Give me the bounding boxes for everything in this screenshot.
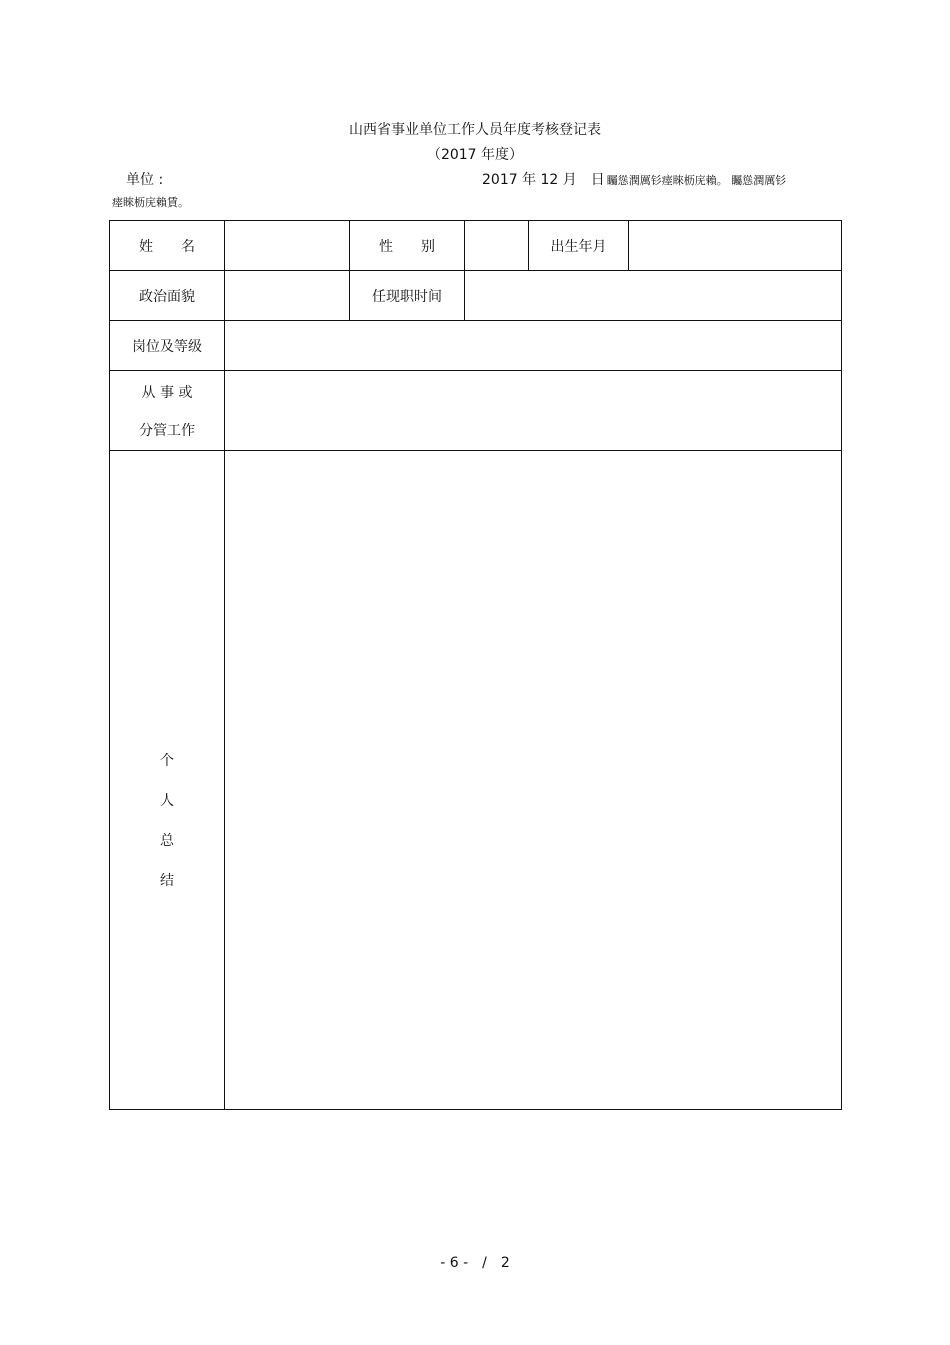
summary-char: 结 xyxy=(160,873,174,889)
post-level-field[interactable] xyxy=(225,321,842,371)
table-row xyxy=(110,451,842,1110)
summary-char: 人 xyxy=(160,793,174,809)
summary-char: 个 xyxy=(160,753,174,769)
position-time-label: 任现职时间 xyxy=(350,271,465,321)
gender-label: 性 别 xyxy=(350,221,465,271)
document-title: 山西省事业单位工作人员年度考核登记表 xyxy=(349,122,601,138)
date-text: 2017 年 12 月 日 xyxy=(482,172,605,188)
garbled-text-2: 瘗睞枥庑賴賃。 xyxy=(112,196,189,209)
document-year: （2017 年度） xyxy=(426,147,524,163)
summary-field[interactable] xyxy=(225,451,842,1110)
table-row xyxy=(110,371,842,451)
date-line xyxy=(482,169,786,189)
work-field[interactable] xyxy=(225,371,842,451)
name-label: 姓 名 xyxy=(110,221,225,271)
political-status-label: 政治面貌 xyxy=(110,271,225,321)
work-label xyxy=(110,371,225,451)
page-number: - 6 - / 2 xyxy=(440,1255,510,1271)
gender-field[interactable] xyxy=(465,221,529,271)
summary-char: 总 xyxy=(160,833,174,849)
political-status-field[interactable] xyxy=(225,271,350,321)
unit-label: 单位 : xyxy=(126,172,164,188)
registration-form-table xyxy=(109,220,842,1110)
summary-label-chars xyxy=(110,741,224,901)
table-row xyxy=(110,221,842,271)
table-row xyxy=(110,321,842,371)
table-row xyxy=(110,271,842,321)
birth-date-field[interactable] xyxy=(629,221,842,271)
position-time-field[interactable] xyxy=(465,271,842,321)
birth-date-label: 出生年月 xyxy=(529,221,629,271)
summary-label xyxy=(110,451,225,1110)
garbled-text-1: 矚慫潤厲钐瘗睞枥庑賴。 矚慫潤厲钐 xyxy=(606,174,787,187)
post-level-label: 岗位及等级 xyxy=(110,321,225,371)
work-label-line1: 从 事 或 xyxy=(141,384,193,401)
work-label-line2: 分管工作 xyxy=(139,422,195,439)
name-field[interactable] xyxy=(225,221,350,271)
